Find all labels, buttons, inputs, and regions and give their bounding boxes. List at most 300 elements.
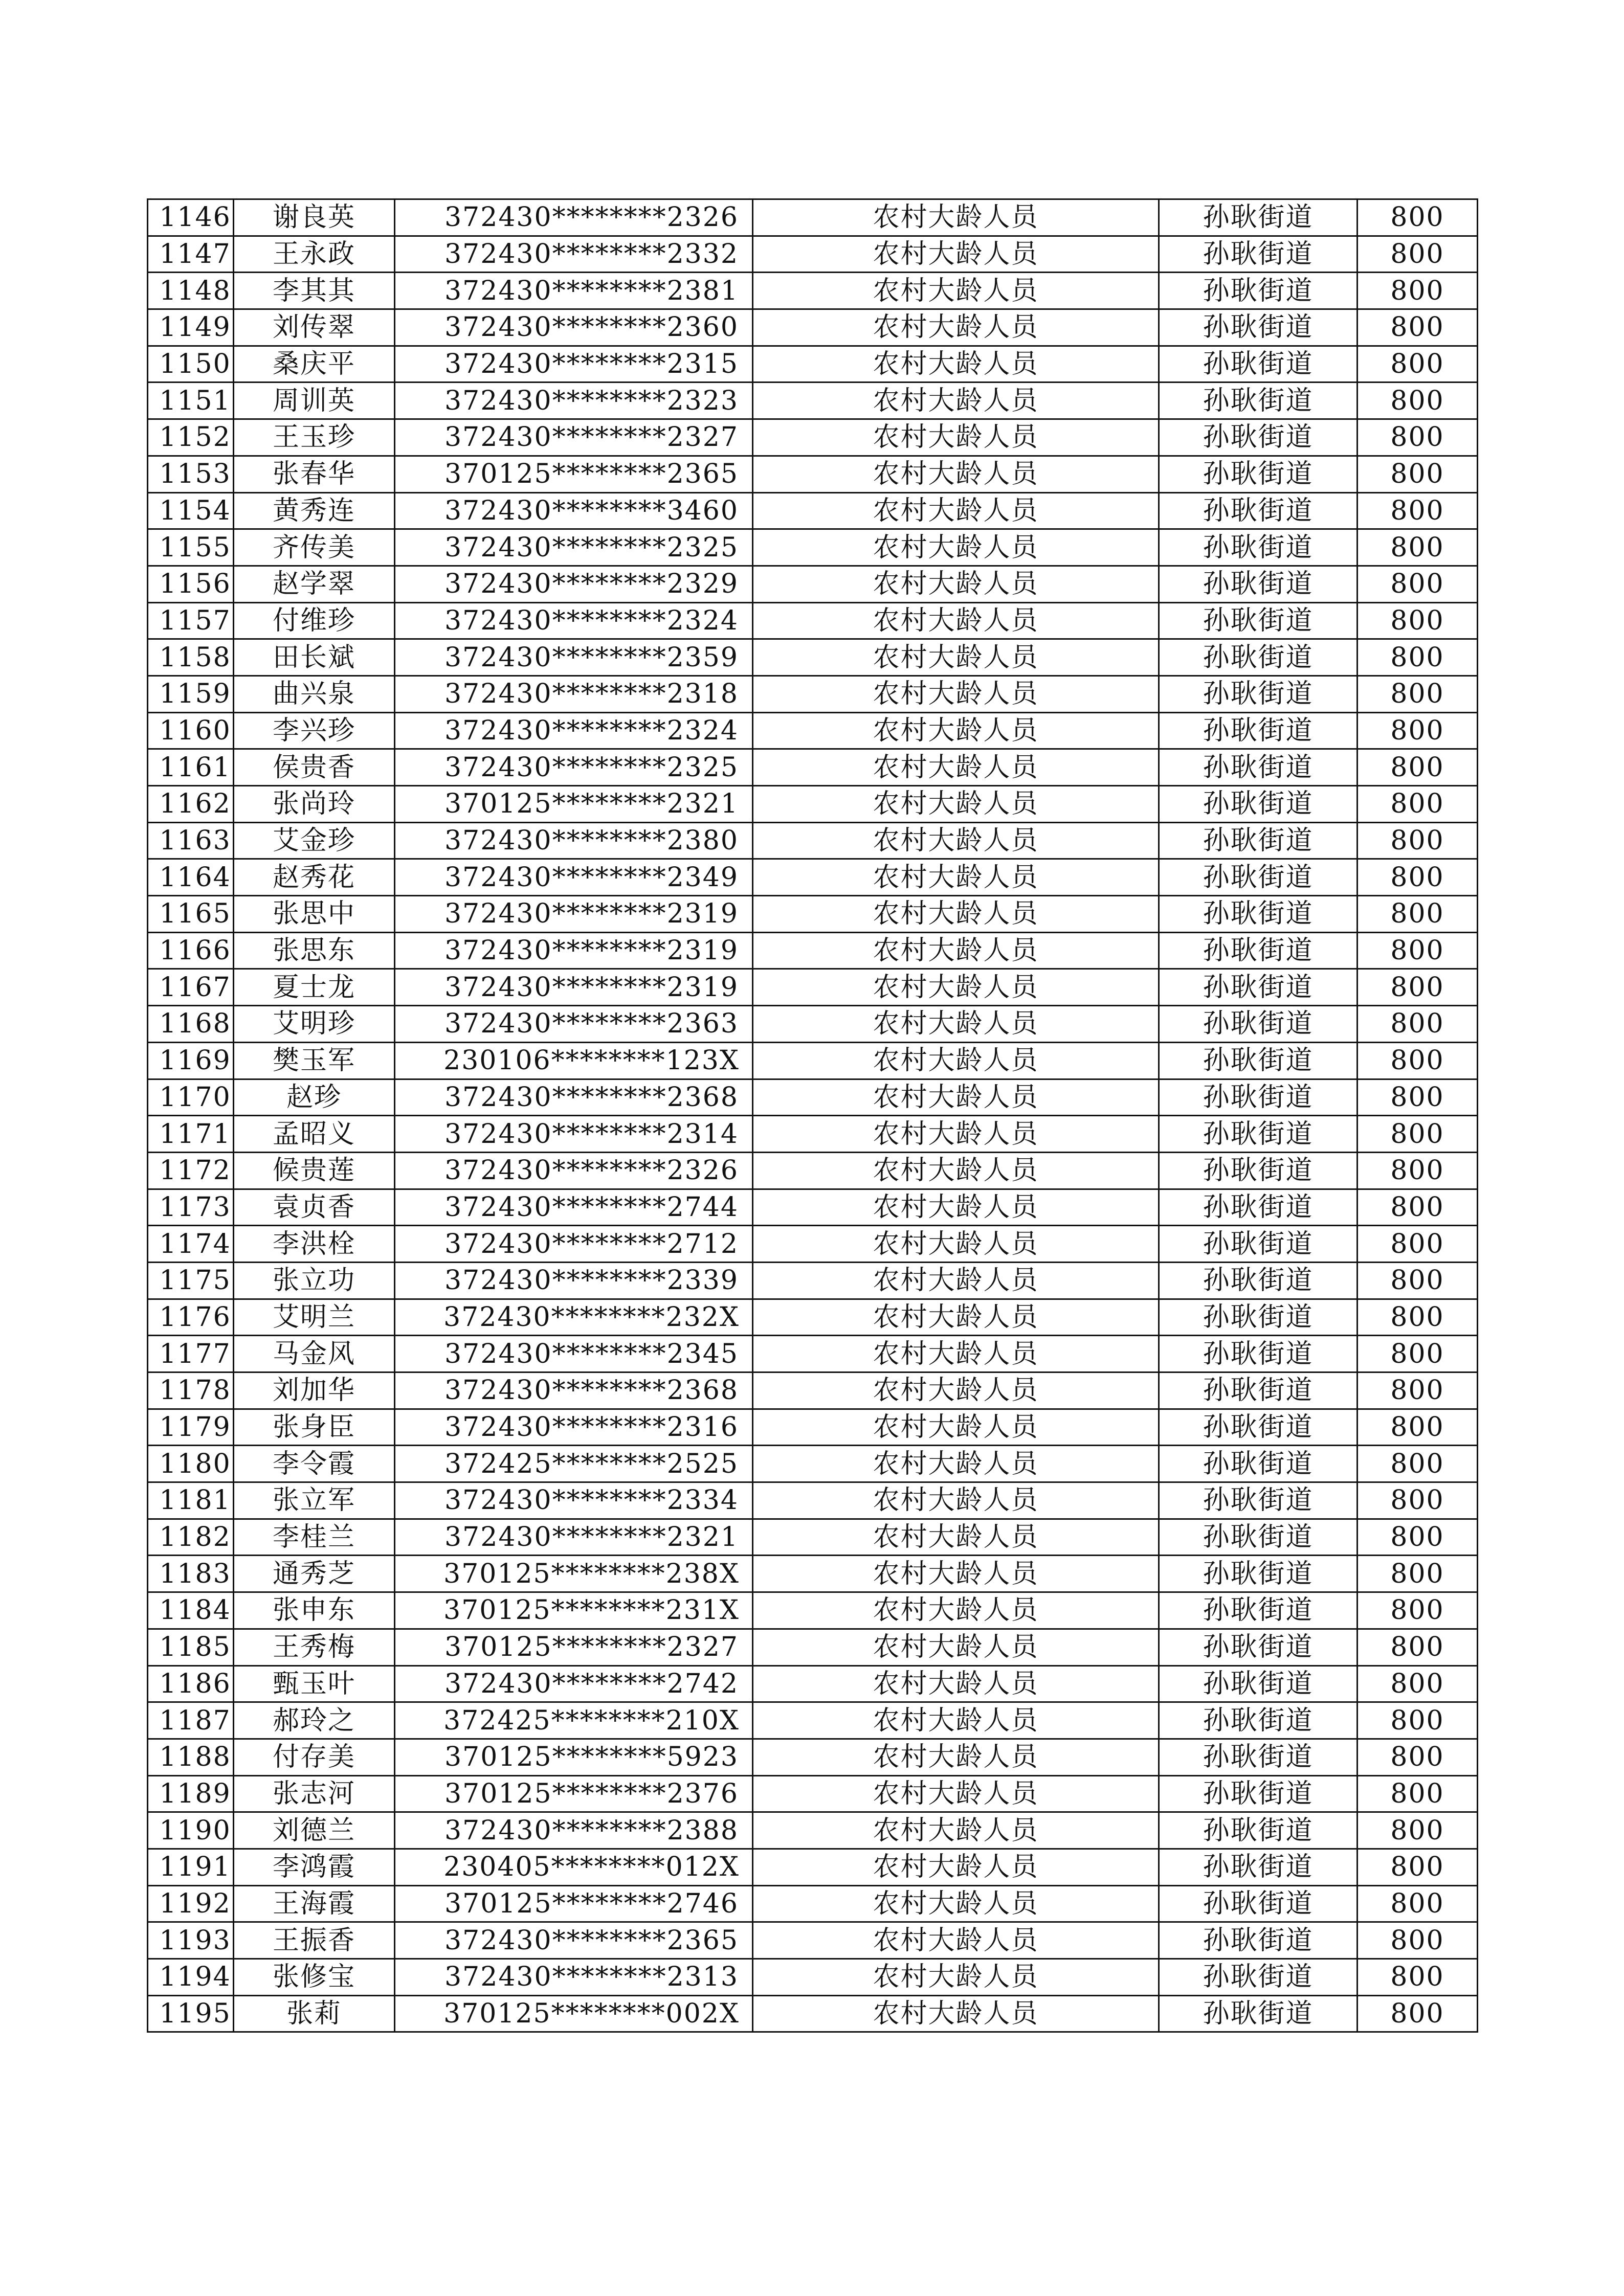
- row-number-cell: 1159: [148, 676, 234, 712]
- id-number-cell: 372430********2744: [395, 1189, 753, 1226]
- subdistrict-cell: 孙耿街道: [1159, 1885, 1358, 1922]
- row-number-cell: 1162: [148, 786, 234, 823]
- amount-cell: 800: [1358, 1372, 1478, 1409]
- category-cell: 农村大龄人员: [753, 1959, 1159, 1996]
- id-number-cell: 372430********2345: [395, 1336, 753, 1372]
- id-number-cell: 372430********2319: [395, 896, 753, 933]
- row-number-cell: 1150: [148, 346, 234, 382]
- row-number-cell: 1189: [148, 1775, 234, 1812]
- row-number-cell: 1171: [148, 1116, 234, 1153]
- row-number-cell: 1182: [148, 1519, 234, 1556]
- person-name-cell: 张申东: [234, 1592, 395, 1629]
- id-number-cell: 230405********012X: [395, 1849, 753, 1885]
- amount-cell: 800: [1358, 1885, 1478, 1922]
- subdistrict-cell: 孙耿街道: [1159, 1409, 1358, 1446]
- table-row: [148, 969, 1478, 1006]
- id-number-cell: 372430********2329: [395, 566, 753, 602]
- subdistrict-cell: 孙耿街道: [1159, 1556, 1358, 1592]
- id-number-cell: 372430********2381: [395, 273, 753, 309]
- row-number-cell: 1173: [148, 1189, 234, 1226]
- amount-cell: 800: [1358, 1189, 1478, 1226]
- person-name-cell: 桑庆平: [234, 346, 395, 382]
- subdistrict-cell: 孙耿街道: [1159, 932, 1358, 969]
- subdistrict-cell: 孙耿街道: [1159, 969, 1358, 1006]
- category-cell: 农村大龄人员: [753, 1775, 1159, 1812]
- table-row: [148, 676, 1478, 712]
- amount-cell: 800: [1358, 859, 1478, 896]
- category-cell: 农村大龄人员: [753, 199, 1159, 236]
- table-row: [148, 1775, 1478, 1812]
- id-number-cell: 372430********2368: [395, 1079, 753, 1116]
- amount-cell: 800: [1358, 1556, 1478, 1592]
- amount-cell: 800: [1358, 1665, 1478, 1702]
- id-number-cell: 372430********2323: [395, 382, 753, 419]
- amount-cell: 800: [1358, 309, 1478, 346]
- amount-cell: 800: [1358, 1226, 1478, 1263]
- person-name-cell: 张尚玲: [234, 786, 395, 823]
- table-row: [148, 1592, 1478, 1629]
- table-row: [148, 273, 1478, 309]
- subdistrict-cell: 孙耿街道: [1159, 236, 1358, 273]
- row-number-cell: 1193: [148, 1922, 234, 1959]
- table-row: [148, 1336, 1478, 1372]
- person-name-cell: 甄玉叶: [234, 1665, 395, 1702]
- amount-cell: 800: [1358, 1336, 1478, 1372]
- row-number-cell: 1164: [148, 859, 234, 896]
- category-cell: 农村大龄人员: [753, 1995, 1159, 2032]
- row-number-cell: 1149: [148, 309, 234, 346]
- person-name-cell: 付存美: [234, 1739, 395, 1775]
- table-row: [148, 1152, 1478, 1189]
- amount-cell: 800: [1358, 1006, 1478, 1043]
- row-number-cell: 1176: [148, 1299, 234, 1336]
- category-cell: 农村大龄人员: [753, 859, 1159, 896]
- subdistrict-cell: 孙耿街道: [1159, 1482, 1358, 1519]
- category-cell: 农村大龄人员: [753, 969, 1159, 1006]
- id-number-cell: 372430********2319: [395, 932, 753, 969]
- amount-cell: 800: [1358, 1775, 1478, 1812]
- category-cell: 农村大龄人员: [753, 309, 1159, 346]
- person-name-cell: 付维珍: [234, 602, 395, 639]
- person-name-cell: 李桂兰: [234, 1519, 395, 1556]
- amount-cell: 800: [1358, 1849, 1478, 1885]
- category-cell: 农村大龄人员: [753, 1812, 1159, 1849]
- id-number-cell: 372430********2360: [395, 309, 753, 346]
- table-row: [148, 822, 1478, 859]
- id-number-cell: 372430********2742: [395, 1665, 753, 1702]
- row-number-cell: 1166: [148, 932, 234, 969]
- table-row: [148, 1042, 1478, 1079]
- row-number-cell: 1147: [148, 236, 234, 273]
- id-number-cell: 372430********2349: [395, 859, 753, 896]
- table-row: [148, 1006, 1478, 1043]
- category-cell: 农村大龄人员: [753, 1372, 1159, 1409]
- person-name-cell: 袁贞香: [234, 1189, 395, 1226]
- subdistrict-cell: 孙耿街道: [1159, 1702, 1358, 1739]
- category-cell: 农村大龄人员: [753, 1006, 1159, 1043]
- table-row: [148, 1812, 1478, 1849]
- category-cell: 农村大龄人员: [753, 1226, 1159, 1263]
- person-name-cell: 刘加华: [234, 1372, 395, 1409]
- table-row: [148, 309, 1478, 346]
- id-number-cell: 372430********2327: [395, 419, 753, 456]
- row-number-cell: 1190: [148, 1812, 234, 1849]
- person-name-cell: 候贵莲: [234, 1152, 395, 1189]
- person-name-cell: 王永政: [234, 236, 395, 273]
- person-name-cell: 黄秀连: [234, 492, 395, 529]
- category-cell: 农村大龄人员: [753, 1409, 1159, 1446]
- subdistrict-cell: 孙耿街道: [1159, 1042, 1358, 1079]
- amount-cell: 800: [1358, 456, 1478, 492]
- subdistrict-cell: 孙耿街道: [1159, 1739, 1358, 1775]
- table-row: [148, 1519, 1478, 1556]
- subdistrict-cell: 孙耿街道: [1159, 786, 1358, 823]
- person-name-cell: 谢良英: [234, 199, 395, 236]
- amount-cell: 800: [1358, 382, 1478, 419]
- category-cell: 农村大龄人员: [753, 1629, 1159, 1665]
- subdistrict-cell: 孙耿街道: [1159, 1226, 1358, 1263]
- amount-cell: 800: [1358, 639, 1478, 676]
- category-cell: 农村大龄人员: [753, 1189, 1159, 1226]
- table-row: [148, 1446, 1478, 1482]
- row-number-cell: 1160: [148, 712, 234, 749]
- id-number-cell: 372430********2712: [395, 1226, 753, 1263]
- table-row: [148, 419, 1478, 456]
- amount-cell: 800: [1358, 1262, 1478, 1299]
- table-row: [148, 712, 1478, 749]
- person-name-cell: 张莉: [234, 1995, 395, 2032]
- person-name-cell: 通秀芝: [234, 1556, 395, 1592]
- table-row: [148, 1959, 1478, 1996]
- id-number-cell: 372425********2525: [395, 1446, 753, 1482]
- category-cell: 农村大龄人员: [753, 1519, 1159, 1556]
- table-row: [148, 1299, 1478, 1336]
- amount-cell: 800: [1358, 1739, 1478, 1775]
- subdistrict-cell: 孙耿街道: [1159, 1812, 1358, 1849]
- category-cell: 农村大龄人员: [753, 786, 1159, 823]
- subdistrict-cell: 孙耿街道: [1159, 749, 1358, 786]
- table-row: [148, 932, 1478, 969]
- amount-cell: 800: [1358, 1079, 1478, 1116]
- id-number-cell: 372430********2332: [395, 236, 753, 273]
- table-row: [148, 1665, 1478, 1702]
- subdistrict-cell: 孙耿街道: [1159, 382, 1358, 419]
- category-cell: 农村大龄人员: [753, 529, 1159, 566]
- subdistrict-cell: 孙耿街道: [1159, 199, 1358, 236]
- row-number-cell: 1194: [148, 1959, 234, 1996]
- category-cell: 农村大龄人员: [753, 1922, 1159, 1959]
- id-number-cell: 372430********2325: [395, 749, 753, 786]
- row-number-cell: 1185: [148, 1629, 234, 1665]
- category-cell: 农村大龄人员: [753, 1079, 1159, 1116]
- person-name-cell: 李鸿霞: [234, 1849, 395, 1885]
- table-row: [148, 346, 1478, 382]
- table-row: [148, 1702, 1478, 1739]
- row-number-cell: 1184: [148, 1592, 234, 1629]
- table-row: [148, 382, 1478, 419]
- category-cell: 农村大龄人员: [753, 236, 1159, 273]
- subdistrict-cell: 孙耿街道: [1159, 419, 1358, 456]
- id-number-cell: 372430********2324: [395, 602, 753, 639]
- id-number-cell: 372425********210X: [395, 1702, 753, 1739]
- id-number-cell: 370125********231X: [395, 1592, 753, 1629]
- table-row: [148, 1849, 1478, 1885]
- person-name-cell: 曲兴泉: [234, 676, 395, 712]
- amount-cell: 800: [1358, 1592, 1478, 1629]
- table-row: [148, 1262, 1478, 1299]
- amount-cell: 800: [1358, 1629, 1478, 1665]
- id-number-cell: 372430********2363: [395, 1006, 753, 1043]
- id-number-cell: 370125********2327: [395, 1629, 753, 1665]
- row-number-cell: 1170: [148, 1079, 234, 1116]
- category-cell: 农村大龄人员: [753, 273, 1159, 309]
- category-cell: 农村大龄人员: [753, 456, 1159, 492]
- id-number-cell: 370125********2365: [395, 456, 753, 492]
- amount-cell: 800: [1358, 602, 1478, 639]
- category-cell: 农村大龄人员: [753, 1482, 1159, 1519]
- amount-cell: 800: [1358, 492, 1478, 529]
- amount-cell: 800: [1358, 273, 1478, 309]
- subdistrict-cell: 孙耿街道: [1159, 639, 1358, 676]
- person-name-cell: 孟昭义: [234, 1116, 395, 1153]
- table-row: [148, 1079, 1478, 1116]
- subdistrict-cell: 孙耿街道: [1159, 1116, 1358, 1153]
- row-number-cell: 1153: [148, 456, 234, 492]
- subdistrict-cell: 孙耿街道: [1159, 822, 1358, 859]
- table-row: [148, 602, 1478, 639]
- amount-cell: 800: [1358, 932, 1478, 969]
- category-cell: 农村大龄人员: [753, 1556, 1159, 1592]
- row-number-cell: 1172: [148, 1152, 234, 1189]
- subdistrict-cell: 孙耿街道: [1159, 1189, 1358, 1226]
- table-row: [148, 1885, 1478, 1922]
- amount-cell: 800: [1358, 676, 1478, 712]
- id-number-cell: 370125********2321: [395, 786, 753, 823]
- id-number-cell: 372430********2318: [395, 676, 753, 712]
- person-name-cell: 田长斌: [234, 639, 395, 676]
- subdistrict-cell: 孙耿街道: [1159, 1959, 1358, 1996]
- row-number-cell: 1186: [148, 1665, 234, 1702]
- person-name-cell: 周训英: [234, 382, 395, 419]
- table-row: [148, 1226, 1478, 1263]
- id-number-cell: 372430********2339: [395, 1262, 753, 1299]
- category-cell: 农村大龄人员: [753, 1042, 1159, 1079]
- table-row: [148, 1995, 1478, 2032]
- row-number-cell: 1178: [148, 1372, 234, 1409]
- amount-cell: 800: [1358, 786, 1478, 823]
- subsidy-roster-table: [147, 198, 1478, 2033]
- id-number-cell: 370125********238X: [395, 1556, 753, 1592]
- row-number-cell: 1146: [148, 199, 234, 236]
- person-name-cell: 张思中: [234, 896, 395, 933]
- person-name-cell: 张思东: [234, 932, 395, 969]
- table-row: [148, 639, 1478, 676]
- category-cell: 农村大龄人员: [753, 1299, 1159, 1336]
- amount-cell: 800: [1358, 236, 1478, 273]
- row-number-cell: 1175: [148, 1262, 234, 1299]
- id-number-cell: 372430********2314: [395, 1116, 753, 1153]
- row-number-cell: 1151: [148, 382, 234, 419]
- amount-cell: 800: [1358, 822, 1478, 859]
- amount-cell: 800: [1358, 1812, 1478, 1849]
- person-name-cell: 张立军: [234, 1482, 395, 1519]
- row-number-cell: 1163: [148, 822, 234, 859]
- amount-cell: 800: [1358, 896, 1478, 933]
- category-cell: 农村大龄人员: [753, 896, 1159, 933]
- row-number-cell: 1161: [148, 749, 234, 786]
- table-row: [148, 786, 1478, 823]
- id-number-cell: 372430********2326: [395, 199, 753, 236]
- person-name-cell: 艾明珍: [234, 1006, 395, 1043]
- row-number-cell: 1155: [148, 529, 234, 566]
- subdistrict-cell: 孙耿街道: [1159, 712, 1358, 749]
- table-row: [148, 492, 1478, 529]
- table-row: [148, 1556, 1478, 1592]
- table-row: [148, 1482, 1478, 1519]
- subdistrict-cell: 孙耿街道: [1159, 309, 1358, 346]
- amount-cell: 800: [1358, 199, 1478, 236]
- subdistrict-cell: 孙耿街道: [1159, 456, 1358, 492]
- subdistrict-cell: 孙耿街道: [1159, 566, 1358, 602]
- amount-cell: 800: [1358, 1116, 1478, 1153]
- person-name-cell: 李兴珍: [234, 712, 395, 749]
- subdistrict-cell: 孙耿街道: [1159, 1446, 1358, 1482]
- table-row: [148, 1922, 1478, 1959]
- amount-cell: 800: [1358, 529, 1478, 566]
- amount-cell: 800: [1358, 346, 1478, 382]
- category-cell: 农村大龄人员: [753, 492, 1159, 529]
- person-name-cell: 艾明兰: [234, 1299, 395, 1336]
- amount-cell: 800: [1358, 1959, 1478, 1996]
- person-name-cell: 刘德兰: [234, 1812, 395, 1849]
- subdistrict-cell: 孙耿街道: [1159, 1922, 1358, 1959]
- category-cell: 农村大龄人员: [753, 1336, 1159, 1372]
- category-cell: 农村大龄人员: [753, 602, 1159, 639]
- person-name-cell: 李其其: [234, 273, 395, 309]
- person-name-cell: 张春华: [234, 456, 395, 492]
- amount-cell: 800: [1358, 1519, 1478, 1556]
- table-row: [148, 1372, 1478, 1409]
- subdistrict-cell: 孙耿街道: [1159, 1995, 1358, 2032]
- row-number-cell: 1154: [148, 492, 234, 529]
- amount-cell: 800: [1358, 1409, 1478, 1446]
- id-number-cell: 372430********2365: [395, 1922, 753, 1959]
- category-cell: 农村大龄人员: [753, 566, 1159, 602]
- subdistrict-cell: 孙耿街道: [1159, 859, 1358, 896]
- row-number-cell: 1174: [148, 1226, 234, 1263]
- row-number-cell: 1177: [148, 1336, 234, 1372]
- row-number-cell: 1156: [148, 566, 234, 602]
- person-name-cell: 王振香: [234, 1922, 395, 1959]
- table-row: [148, 236, 1478, 273]
- amount-cell: 800: [1358, 1152, 1478, 1189]
- person-name-cell: 艾金珍: [234, 822, 395, 859]
- table-row: [148, 1116, 1478, 1153]
- person-name-cell: 王玉珍: [234, 419, 395, 456]
- person-name-cell: 张立功: [234, 1262, 395, 1299]
- person-name-cell: 张志河: [234, 1775, 395, 1812]
- subdistrict-cell: 孙耿街道: [1159, 896, 1358, 933]
- amount-cell: 800: [1358, 1922, 1478, 1959]
- row-number-cell: 1148: [148, 273, 234, 309]
- row-number-cell: 1187: [148, 1702, 234, 1739]
- subdistrict-cell: 孙耿街道: [1159, 1262, 1358, 1299]
- subdistrict-cell: 孙耿街道: [1159, 1299, 1358, 1336]
- person-name-cell: 刘传翠: [234, 309, 395, 346]
- person-name-cell: 侯贵香: [234, 749, 395, 786]
- row-number-cell: 1192: [148, 1885, 234, 1922]
- table-row: [148, 859, 1478, 896]
- amount-cell: 800: [1358, 566, 1478, 602]
- category-cell: 农村大龄人员: [753, 1885, 1159, 1922]
- subdistrict-cell: 孙耿街道: [1159, 1152, 1358, 1189]
- subdistrict-cell: 孙耿街道: [1159, 1849, 1358, 1885]
- subdistrict-cell: 孙耿街道: [1159, 1629, 1358, 1665]
- row-number-cell: 1180: [148, 1446, 234, 1482]
- row-number-cell: 1168: [148, 1006, 234, 1043]
- id-number-cell: 372430********2334: [395, 1482, 753, 1519]
- category-cell: 农村大龄人员: [753, 1592, 1159, 1629]
- id-number-cell: 230106********123X: [395, 1042, 753, 1079]
- amount-cell: 800: [1358, 1702, 1478, 1739]
- row-number-cell: 1181: [148, 1482, 234, 1519]
- person-name-cell: 赵珍: [234, 1079, 395, 1116]
- amount-cell: 800: [1358, 712, 1478, 749]
- category-cell: 农村大龄人员: [753, 1665, 1159, 1702]
- subdistrict-cell: 孙耿街道: [1159, 1006, 1358, 1043]
- id-number-cell: 372430********2319: [395, 969, 753, 1006]
- table-row: [148, 896, 1478, 933]
- id-number-cell: 370125********2376: [395, 1775, 753, 1812]
- amount-cell: 800: [1358, 1299, 1478, 1336]
- amount-cell: 800: [1358, 1042, 1478, 1079]
- row-number-cell: 1167: [148, 969, 234, 1006]
- table-row: [148, 1629, 1478, 1665]
- person-name-cell: 赵秀花: [234, 859, 395, 896]
- subdistrict-cell: 孙耿街道: [1159, 1665, 1358, 1702]
- id-number-cell: 372430********2368: [395, 1372, 753, 1409]
- category-cell: 农村大龄人员: [753, 932, 1159, 969]
- table-row: [148, 749, 1478, 786]
- row-number-cell: 1165: [148, 896, 234, 933]
- subdistrict-cell: 孙耿街道: [1159, 1592, 1358, 1629]
- person-name-cell: 夏士龙: [234, 969, 395, 1006]
- person-name-cell: 张身臣: [234, 1409, 395, 1446]
- amount-cell: 800: [1358, 1482, 1478, 1519]
- id-number-cell: 370125********002X: [395, 1995, 753, 2032]
- table-row: [148, 529, 1478, 566]
- subdistrict-cell: 孙耿街道: [1159, 1372, 1358, 1409]
- id-number-cell: 372430********2325: [395, 529, 753, 566]
- id-number-cell: 372430********2388: [395, 1812, 753, 1849]
- category-cell: 农村大龄人员: [753, 1702, 1159, 1739]
- category-cell: 农村大龄人员: [753, 712, 1159, 749]
- row-number-cell: 1157: [148, 602, 234, 639]
- subdistrict-cell: 孙耿街道: [1159, 1336, 1358, 1372]
- subdistrict-cell: 孙耿街道: [1159, 492, 1358, 529]
- row-number-cell: 1152: [148, 419, 234, 456]
- category-cell: 农村大龄人员: [753, 822, 1159, 859]
- row-number-cell: 1195: [148, 1995, 234, 2032]
- row-number-cell: 1158: [148, 639, 234, 676]
- amount-cell: 800: [1358, 419, 1478, 456]
- category-cell: 农村大龄人员: [753, 419, 1159, 456]
- row-number-cell: 1169: [148, 1042, 234, 1079]
- subdistrict-cell: 孙耿街道: [1159, 273, 1358, 309]
- category-cell: 农村大龄人员: [753, 1152, 1159, 1189]
- category-cell: 农村大龄人员: [753, 1262, 1159, 1299]
- table-row: [148, 1189, 1478, 1226]
